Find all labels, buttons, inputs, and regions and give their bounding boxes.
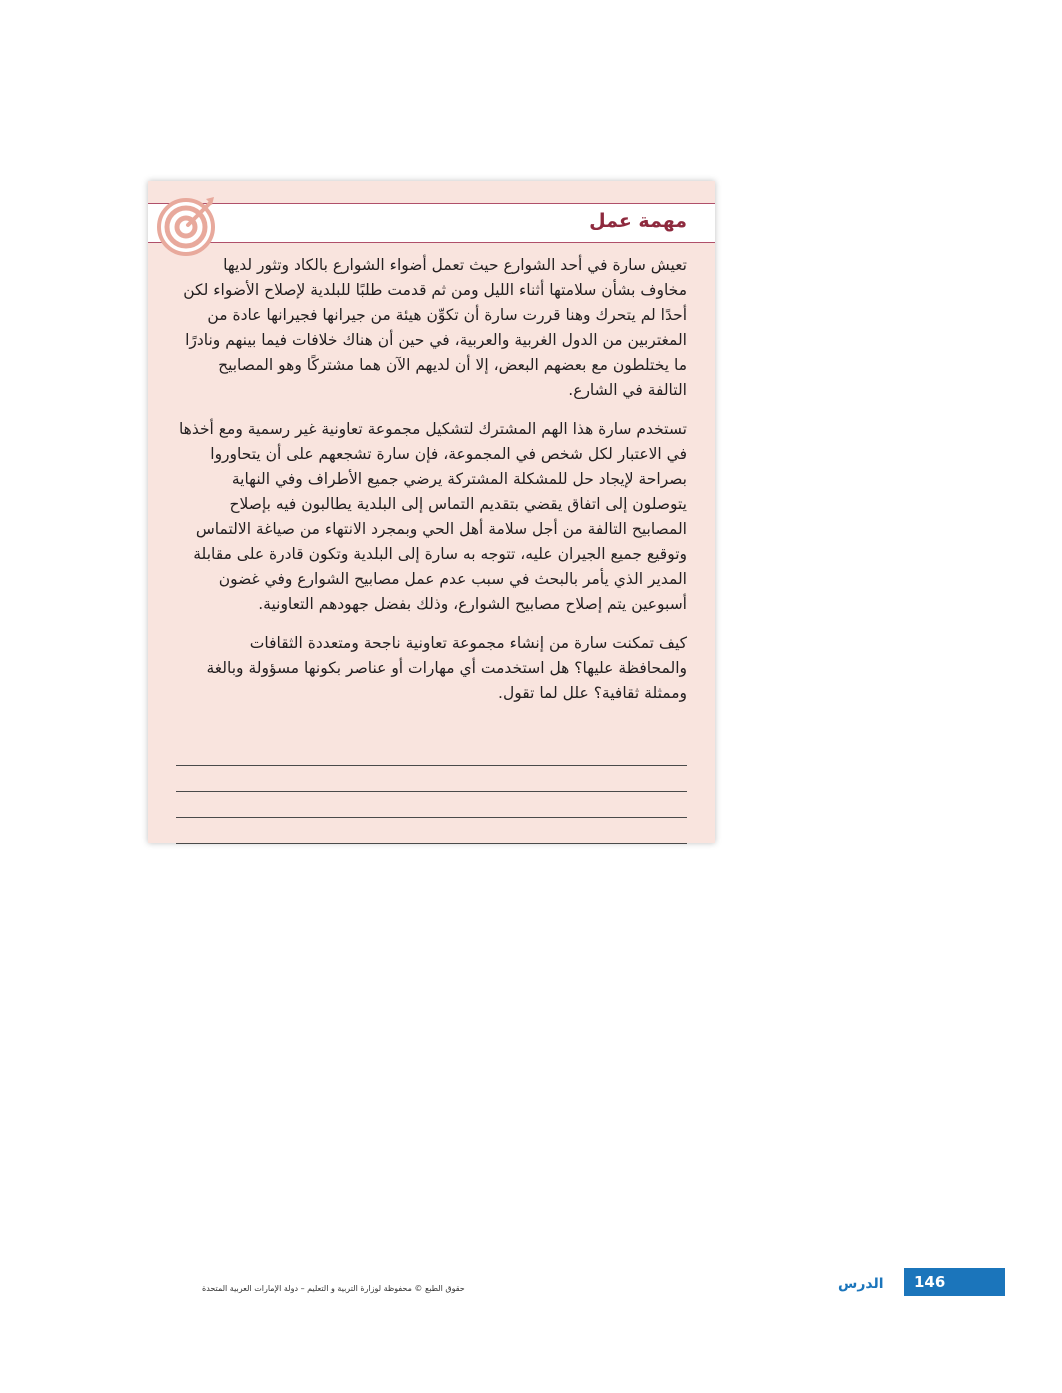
question-paragraph: كيف تمكنت سارة من إنشاء مجموعة تعاونية ناجحة ومتعددة الثقافات والمحافظة عليها؟ هل استخدمت أي مهارات أو عناصر بكونها مسؤولة وبالغة وممثلة ثقافية؟ علل لما تقول. bbox=[206, 634, 687, 702]
page-number: 146 bbox=[914, 1273, 946, 1291]
card-title: مهمة عمل bbox=[589, 210, 687, 232]
paragraph-2: تستخدم سارة هذا الهم المشترك لتشكيل مجموعة تعاونية غير رسمية ومع أخذها في الاعتبار لكل شخص في المجموعة، فإن سارة تشجعهم على أن يتحاوروا بصراحة لإيجاد حل للمشكلة المشتركة يرضي جميع الأطراف وفي النهاية يتوصلون إلى اتفاق يقضي بتقديم التماس إلى البلدية يطالبون فيه بإصلاح المصابيح التالفة من أجل سلامة أهل الحي وبمجرد الانتهاء من صياغة الالتماس وتوقيع جميع الجيران عليه، تتوجه به سارة إلى البلدية وتكون قادرة على مقابلة المدير الذي يأمر بالبحث في سبب عدم عمل مصابيح الشوارع وفي غضون أسبوعين يتم إصلاح مصابيح الشوارع، وذلك بفضل جهودهم التعاونية. bbox=[178, 420, 687, 613]
answer-lines[interactable] bbox=[176, 741, 687, 845]
target-icon bbox=[156, 193, 220, 257]
answer-line[interactable] bbox=[176, 793, 687, 818]
page-number-badge bbox=[904, 1268, 1005, 1296]
copyright-text: حقوق الطبع © محفوظة لوزارة التربية و التعليم – دولة الإمارات العربية المتحدة bbox=[202, 1284, 465, 1293]
card-body bbox=[177, 253, 687, 720]
lesson-label: الدرس bbox=[838, 1276, 884, 1292]
answer-line[interactable] bbox=[176, 819, 687, 844]
paragraph-1: تعيش سارة في أحد الشوارع حيث تعمل أضواء الشوارع بالكاد وتثور لديها مخاوف بشأن سلامتها أثناء الليل ومن ثم قدمت طلبًا للبلدية لإصلاح الأضواء لكن أحدًا لم يتحرك وهنا قررت سارة أن تكوِّن هيئة من جيرانها فجيرانها عادة من المغتربين من الدول الغربية والعربية، في حين أن هناك خلافات فيما بينهم ونادرًا ما يختلطون مع بعضهم البعض، إلا أن لديهم الآن هما مشتركًا وهو المصابيح التالفة في الشارع. bbox=[183, 256, 687, 399]
answer-line[interactable] bbox=[176, 767, 687, 792]
answer-line[interactable] bbox=[176, 741, 687, 766]
card-title-bar bbox=[148, 203, 715, 243]
action-task-card bbox=[148, 181, 715, 843]
